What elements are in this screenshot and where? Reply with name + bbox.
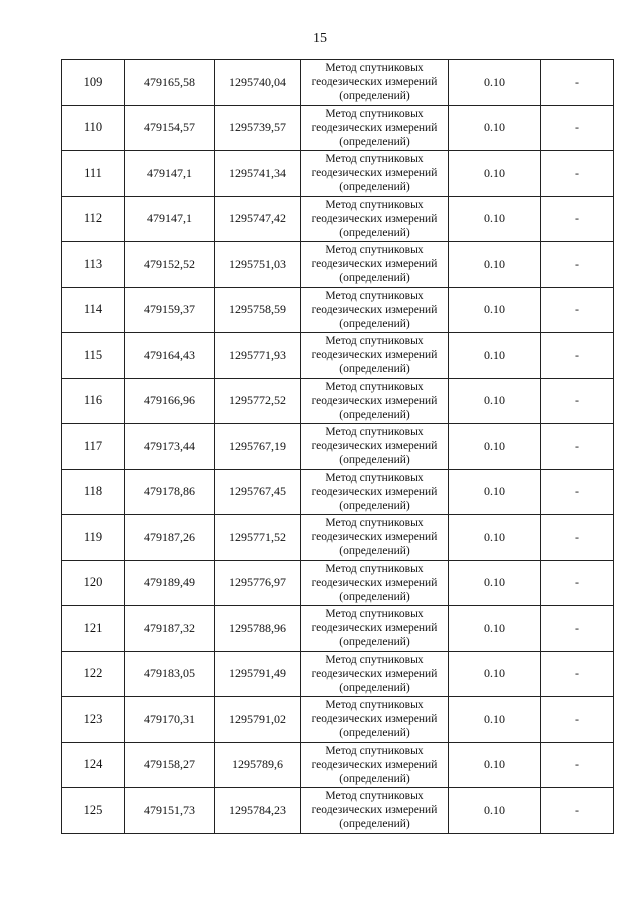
- method-line: (определений): [339, 363, 410, 376]
- point-number-cell: 125: [62, 788, 125, 834]
- method-line: (определений): [339, 727, 410, 740]
- method-line: геодезических измерений: [311, 167, 438, 180]
- note-cell: -: [541, 651, 614, 697]
- method-line: геодезических измерений: [311, 440, 438, 453]
- x-coordinate-cell: 479159,37: [125, 287, 215, 333]
- point-number-cell: 123: [62, 697, 125, 743]
- accuracy-cell: 0.10: [449, 742, 541, 788]
- accuracy-cell: 0.10: [449, 60, 541, 106]
- table-row: [62, 196, 614, 242]
- method-line: (определений): [339, 408, 410, 421]
- x-coordinate-cell: 479187,26: [125, 515, 215, 561]
- table-row: [62, 560, 614, 606]
- note-cell: -: [541, 742, 614, 788]
- x-coordinate-cell: 479154,57: [125, 105, 215, 151]
- y-coordinate-cell: 1295740,04: [215, 60, 301, 106]
- method-line: геодезических измерений: [311, 76, 438, 89]
- note-cell: -: [541, 515, 614, 561]
- method-line: Метод спутниковых: [325, 744, 424, 757]
- table-row: [62, 378, 614, 424]
- point-number-cell: 118: [62, 469, 125, 515]
- point-number-cell: 122: [62, 651, 125, 697]
- method-line: (определений): [339, 545, 410, 558]
- method-cell: [301, 742, 449, 788]
- x-coordinate-cell: 479147,1: [125, 151, 215, 197]
- method-line: Метод спутниковых: [325, 699, 424, 712]
- method-cell: [301, 651, 449, 697]
- note-cell: -: [541, 60, 614, 106]
- method-line: Метод спутниковых: [325, 335, 424, 348]
- method-line: геодезических измерений: [311, 394, 438, 407]
- accuracy-cell: 0.10: [449, 606, 541, 652]
- accuracy-cell: 0.10: [449, 788, 541, 834]
- y-coordinate-cell: 1295747,42: [215, 196, 301, 242]
- method-line: (определений): [339, 499, 410, 512]
- method-cell: [301, 515, 449, 561]
- method-line: Метод спутниковых: [325, 289, 424, 302]
- method-line: Метод спутниковых: [325, 562, 424, 575]
- x-coordinate-cell: 479152,52: [125, 242, 215, 288]
- x-coordinate-cell: 479173,44: [125, 424, 215, 470]
- method-line: (определений): [339, 590, 410, 603]
- accuracy-cell: 0.10: [449, 196, 541, 242]
- note-cell: -: [541, 469, 614, 515]
- method-line: Метод спутниковых: [325, 426, 424, 439]
- method-cell: [301, 469, 449, 515]
- point-number-cell: 121: [62, 606, 125, 652]
- method-line: Метод спутниковых: [325, 471, 424, 484]
- point-number-cell: 116: [62, 378, 125, 424]
- y-coordinate-cell: 1295741,34: [215, 151, 301, 197]
- x-coordinate-cell: 479164,43: [125, 333, 215, 379]
- note-cell: -: [541, 151, 614, 197]
- point-number-cell: 120: [62, 560, 125, 606]
- table-row: [62, 105, 614, 151]
- x-coordinate-cell: 479183,05: [125, 651, 215, 697]
- method-line: Метод спутниковых: [325, 608, 424, 621]
- note-cell: -: [541, 606, 614, 652]
- x-coordinate-cell: 479158,27: [125, 742, 215, 788]
- accuracy-cell: 0.10: [449, 287, 541, 333]
- table-row: [62, 333, 614, 379]
- method-line: (определений): [339, 772, 410, 785]
- method-line: геодезических измерений: [311, 667, 438, 680]
- point-number-cell: 111: [62, 151, 125, 197]
- method-line: (определений): [339, 317, 410, 330]
- table-row: [62, 469, 614, 515]
- method-cell: [301, 105, 449, 151]
- method-line: геодезических измерений: [311, 303, 438, 316]
- table-row: [62, 742, 614, 788]
- x-coordinate-cell: 479187,32: [125, 606, 215, 652]
- method-cell: [301, 333, 449, 379]
- note-cell: -: [541, 424, 614, 470]
- point-number-cell: 109: [62, 60, 125, 106]
- method-line: (определений): [339, 681, 410, 694]
- y-coordinate-cell: 1295771,93: [215, 333, 301, 379]
- method-line: (определений): [339, 181, 410, 194]
- y-coordinate-cell: 1295789,6: [215, 742, 301, 788]
- accuracy-cell: 0.10: [449, 469, 541, 515]
- point-number-cell: 124: [62, 742, 125, 788]
- point-number-cell: 110: [62, 105, 125, 151]
- y-coordinate-cell: 1295791,02: [215, 697, 301, 743]
- note-cell: -: [541, 788, 614, 834]
- method-line: Метод спутниковых: [325, 653, 424, 666]
- method-line: Метод спутниковых: [325, 153, 424, 166]
- note-cell: -: [541, 378, 614, 424]
- accuracy-cell: 0.10: [449, 651, 541, 697]
- note-cell: -: [541, 333, 614, 379]
- method-cell: [301, 560, 449, 606]
- point-number-cell: 115: [62, 333, 125, 379]
- x-coordinate-cell: 479165,58: [125, 60, 215, 106]
- method-line: Метод спутниковых: [325, 62, 424, 75]
- point-number-cell: 114: [62, 287, 125, 333]
- method-cell: [301, 242, 449, 288]
- point-number-cell: 113: [62, 242, 125, 288]
- y-coordinate-cell: 1295739,57: [215, 105, 301, 151]
- x-coordinate-cell: 479151,73: [125, 788, 215, 834]
- method-cell: [301, 151, 449, 197]
- method-line: геодезических измерений: [311, 576, 438, 589]
- method-line: геодезических измерений: [311, 212, 438, 225]
- table-row: [62, 424, 614, 470]
- y-coordinate-cell: 1295767,19: [215, 424, 301, 470]
- note-cell: -: [541, 196, 614, 242]
- y-coordinate-cell: 1295784,23: [215, 788, 301, 834]
- method-line: геодезических измерений: [311, 531, 438, 544]
- table-row: [62, 515, 614, 561]
- x-coordinate-cell: 479189,49: [125, 560, 215, 606]
- method-line: Метод спутниковых: [325, 517, 424, 530]
- accuracy-cell: 0.10: [449, 697, 541, 743]
- table-row: [62, 242, 614, 288]
- method-line: Метод спутниковых: [325, 790, 424, 803]
- method-cell: [301, 424, 449, 470]
- x-coordinate-cell: 479170,31: [125, 697, 215, 743]
- note-cell: -: [541, 287, 614, 333]
- table-row: [62, 606, 614, 652]
- y-coordinate-cell: 1295791,49: [215, 651, 301, 697]
- method-line: геодезических измерений: [311, 349, 438, 362]
- table-row: [62, 287, 614, 333]
- method-line: Метод спутниковых: [325, 380, 424, 393]
- method-cell: [301, 287, 449, 333]
- coordinates-table-body: [62, 60, 614, 834]
- method-cell: [301, 697, 449, 743]
- x-coordinate-cell: 479147,1: [125, 196, 215, 242]
- accuracy-cell: 0.10: [449, 105, 541, 151]
- method-line: геодезических измерений: [311, 713, 438, 726]
- method-line: геодезических измерений: [311, 121, 438, 134]
- method-line: Метод спутниковых: [325, 244, 424, 257]
- point-number-cell: 119: [62, 515, 125, 561]
- method-line: (определений): [339, 818, 410, 831]
- method-line: геодезических измерений: [311, 622, 438, 635]
- accuracy-cell: 0.10: [449, 151, 541, 197]
- method-cell: [301, 378, 449, 424]
- accuracy-cell: 0.10: [449, 333, 541, 379]
- method-cell: [301, 606, 449, 652]
- y-coordinate-cell: 1295767,45: [215, 469, 301, 515]
- table-row: [62, 651, 614, 697]
- y-coordinate-cell: 1295776,97: [215, 560, 301, 606]
- y-coordinate-cell: 1295772,52: [215, 378, 301, 424]
- accuracy-cell: 0.10: [449, 242, 541, 288]
- method-line: геодезических измерений: [311, 258, 438, 271]
- method-line: геодезических измерений: [311, 758, 438, 771]
- note-cell: -: [541, 242, 614, 288]
- method-line: (определений): [339, 226, 410, 239]
- point-number-cell: 117: [62, 424, 125, 470]
- accuracy-cell: 0.10: [449, 560, 541, 606]
- method-line: (определений): [339, 272, 410, 285]
- method-line: геодезических измерений: [311, 804, 438, 817]
- point-number-cell: 112: [62, 196, 125, 242]
- note-cell: -: [541, 697, 614, 743]
- note-cell: -: [541, 105, 614, 151]
- y-coordinate-cell: 1295788,96: [215, 606, 301, 652]
- method-cell: [301, 60, 449, 106]
- table-row: [62, 60, 614, 106]
- method-line: Метод спутниковых: [325, 198, 424, 211]
- method-cell: [301, 196, 449, 242]
- method-line: геодезических измерений: [311, 485, 438, 498]
- method-line: (определений): [339, 636, 410, 649]
- method-line: (определений): [339, 135, 410, 148]
- y-coordinate-cell: 1295771,52: [215, 515, 301, 561]
- method-line: (определений): [339, 454, 410, 467]
- table-row: [62, 151, 614, 197]
- table-row: [62, 788, 614, 834]
- accuracy-cell: 0.10: [449, 515, 541, 561]
- y-coordinate-cell: 1295758,59: [215, 287, 301, 333]
- method-line: (определений): [339, 90, 410, 103]
- accuracy-cell: 0.10: [449, 424, 541, 470]
- x-coordinate-cell: 479166,96: [125, 378, 215, 424]
- x-coordinate-cell: 479178,86: [125, 469, 215, 515]
- table-row: [62, 697, 614, 743]
- method-line: Метод спутниковых: [325, 107, 424, 120]
- coordinates-table: [61, 59, 614, 834]
- method-cell: [301, 788, 449, 834]
- page-number: 15: [313, 31, 327, 46]
- accuracy-cell: 0.10: [449, 378, 541, 424]
- y-coordinate-cell: 1295751,03: [215, 242, 301, 288]
- note-cell: -: [541, 560, 614, 606]
